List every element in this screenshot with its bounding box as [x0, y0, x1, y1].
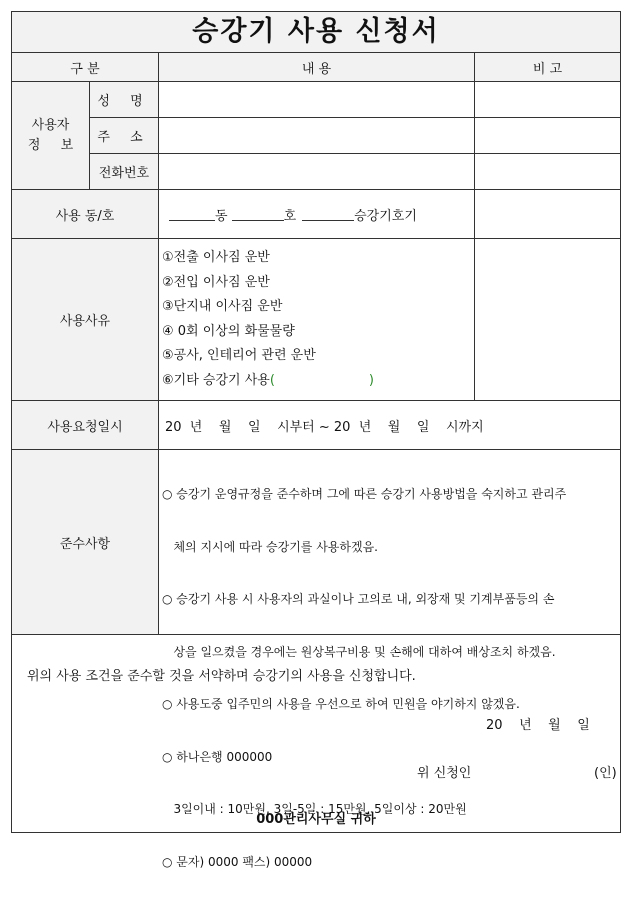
rule-line: ○ 승강기 운영규정을 준수하며 그에 따른 승강기 사용방법을 숙지하고 관리주	[162, 487, 567, 501]
dong-blank[interactable]	[169, 208, 215, 221]
applicant-label-line1: 사용자	[31, 117, 70, 133]
unit-note[interactable]	[474, 190, 620, 239]
recipient: 000관리사무실 귀하	[256, 812, 376, 827]
reason-item[interactable]: ⑤공사, 인테리어 관련 운반	[162, 348, 316, 363]
reason-note[interactable]	[474, 239, 620, 401]
reason-other-close: )	[368, 372, 374, 388]
name-note[interactable]	[474, 82, 620, 118]
elevator-blank[interactable]	[302, 208, 354, 221]
form-title: 승강기 사용 신청서	[12, 12, 620, 53]
reason-item[interactable]: ③단지내 이사짐 운반	[162, 299, 283, 314]
applicant-group-label	[12, 82, 89, 190]
schedule-label: 사용요청일시	[12, 401, 158, 450]
application-form	[11, 11, 621, 869]
seal-mark[interactable]: (인)	[594, 766, 617, 781]
address-label: 주 소	[89, 118, 158, 154]
address-note[interactable]	[474, 118, 620, 154]
elevator-label: 승강기호기	[354, 208, 417, 224]
rule-line: 체의 지시에 따라 승강기를 사용하겠음.	[162, 539, 378, 554]
dong-label: 동	[215, 208, 228, 224]
rule-line: ○ 문자) 0000 팩스) 00000	[162, 854, 313, 869]
rule-line: ○ 승강기 사용 시 사용자의 과실이나 고의로 내, 외장재 및 기계부품등의 손	[162, 592, 555, 606]
header-category: 구 분	[12, 53, 158, 82]
ho-label: 호	[283, 208, 297, 224]
rule-line: 3일이내 : 10만원, 3일-5일 : 15만원, 5일이상 : 20만원	[162, 802, 467, 816]
rule-line: ○ 하나은행 000000	[162, 749, 273, 764]
reason-other-open: (	[269, 372, 275, 388]
header-note: 비 고	[474, 53, 620, 82]
signature-date[interactable]: 20 년 월 일	[486, 718, 590, 733]
phone-label: 전화번호	[89, 154, 158, 190]
reason-other-label: ⑥기타 승강기 사용	[162, 372, 270, 388]
name-label: 성 명	[89, 82, 158, 118]
reason-item[interactable]: ④ 0회 이상의 화물물량	[162, 323, 295, 339]
rule-line: ○ 사용도중 입주민의 사용을 우선으로 하여 민원을 야기하지 않겠음.	[162, 697, 520, 711]
unit-label: 사용 동/호	[12, 190, 158, 239]
header-content: 내 용	[158, 53, 474, 82]
applicant-label-line2: 정 보	[27, 137, 82, 153]
reason-list	[158, 239, 474, 401]
schedule-field[interactable]: 20 년 월 일 시부터 ~ 20 년 월 일 시까지	[158, 401, 620, 450]
rules-label: 준수사항	[12, 450, 158, 635]
unit-field[interactable]	[158, 190, 474, 239]
pledge-text: 위의 사용 조건을 준수할 것을 서약하며 승강기의 사용을 신청합니다.	[27, 669, 416, 684]
ho-blank[interactable]	[232, 208, 284, 221]
address-field[interactable]	[158, 118, 474, 154]
applicant-signature-label: 위 신청인	[417, 766, 472, 781]
reason-label: 사용사유	[12, 239, 158, 401]
reason-item-other[interactable]	[162, 369, 474, 394]
name-field[interactable]	[158, 82, 474, 118]
phone-note[interactable]	[474, 154, 620, 190]
phone-field[interactable]	[158, 154, 474, 190]
rule-line: 상을 일으켰을 경우에는 원상복구비용 및 손해에 대하여 배상조치 하겠음.	[162, 644, 556, 659]
reason-item[interactable]: ②전입 이사짐 운반	[162, 274, 270, 290]
reason-item[interactable]: ①전출 이사짐 운반	[162, 250, 270, 265]
